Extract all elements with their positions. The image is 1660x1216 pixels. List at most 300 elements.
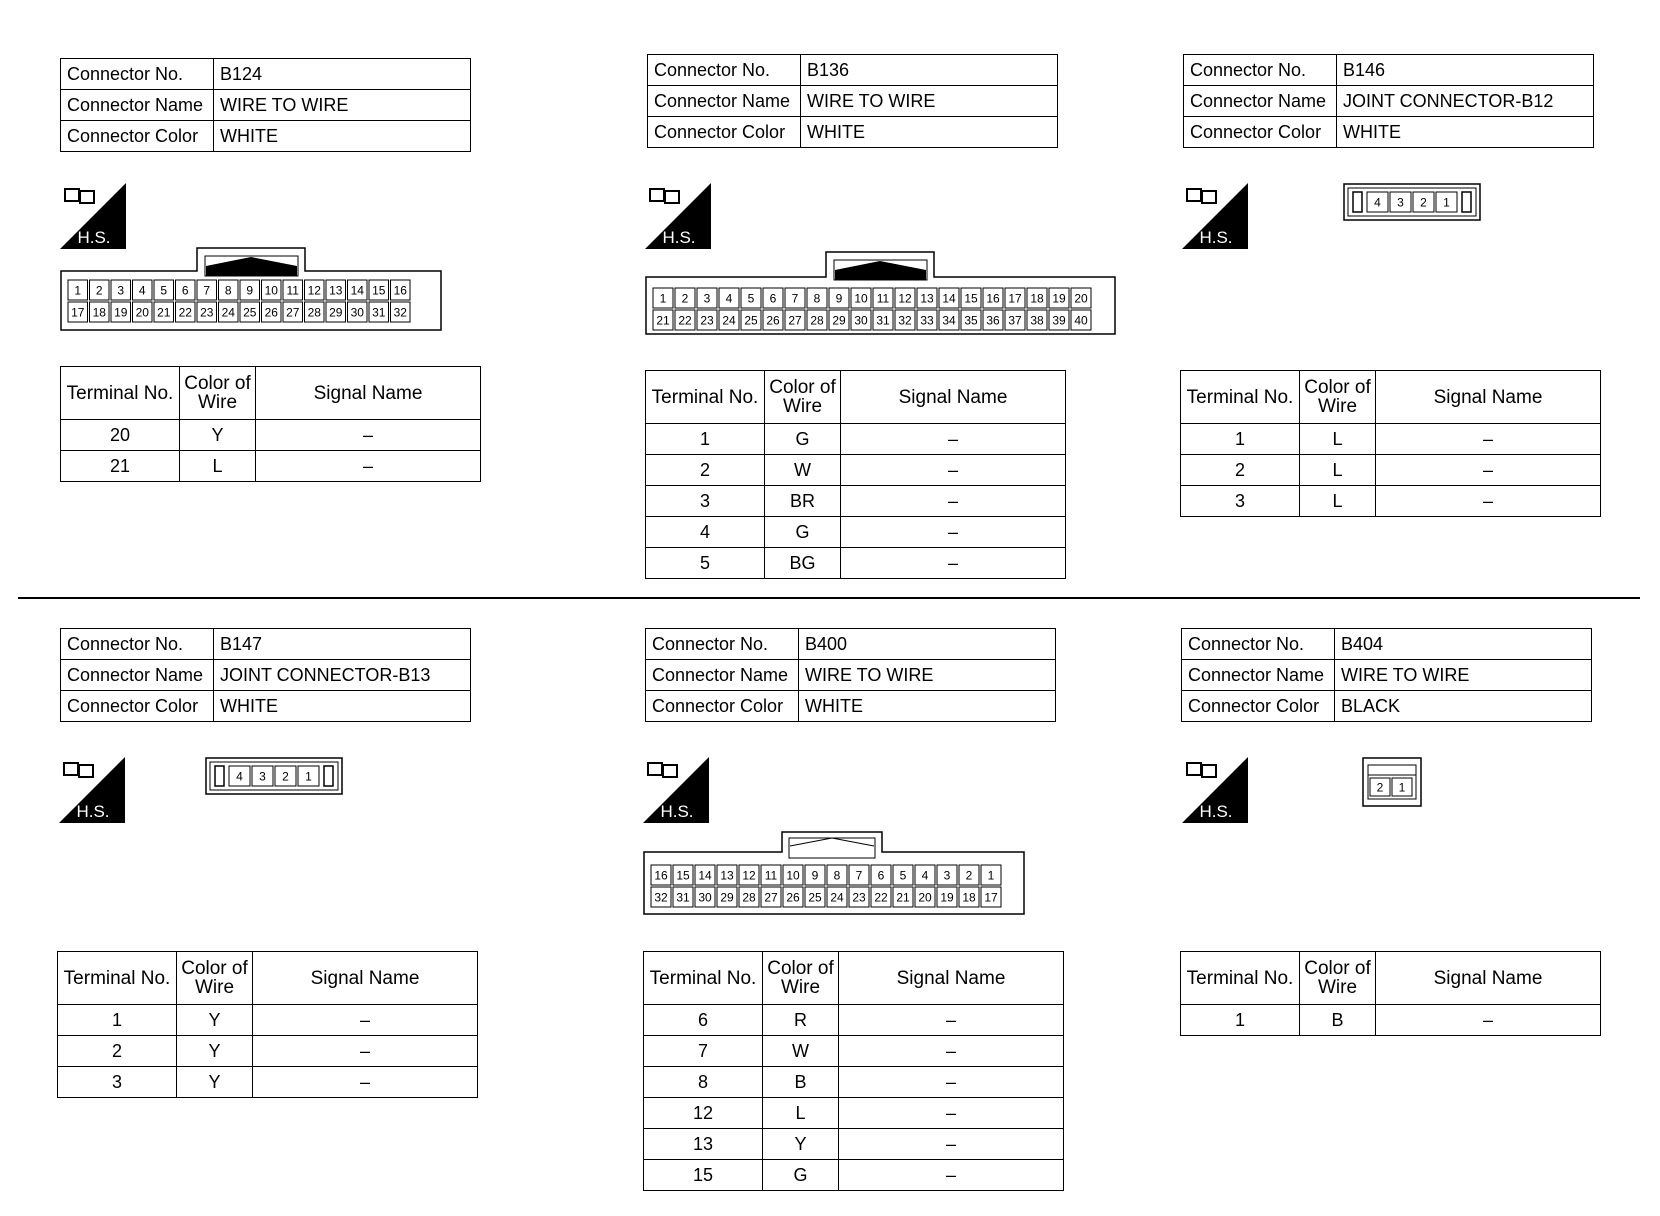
- pin-label: 11: [876, 291, 890, 306]
- connector-panel-b400: [645, 628, 1056, 722]
- connector-info-table: [60, 628, 471, 722]
- table-row: [644, 1098, 1064, 1129]
- connector-info-table: [645, 628, 1056, 722]
- connector-face-b404: [1362, 757, 1424, 809]
- signal-name-cell: –: [253, 1036, 478, 1067]
- signal-name-cell: –: [256, 420, 481, 451]
- connector-name-value: WIRE TO WIRE: [1335, 660, 1592, 691]
- pin-label: 6: [769, 291, 777, 306]
- wire-color-cell: G: [763, 1160, 839, 1191]
- connector-face-b124: [60, 246, 446, 332]
- table-row: [1181, 486, 1601, 517]
- table-row: [644, 1129, 1064, 1160]
- pin-label: 32: [393, 305, 407, 320]
- pin-label: 7: [203, 283, 211, 298]
- wire-color-cell: R: [763, 1005, 839, 1036]
- signal-name-cell: –: [839, 1005, 1064, 1036]
- pin-label: 9: [835, 291, 843, 306]
- pin-label: 30: [350, 305, 364, 320]
- pin-label: 22: [874, 890, 888, 905]
- terminal-no-cell: 12: [644, 1098, 763, 1129]
- connector-color-label: Connector Color: [646, 691, 799, 722]
- table-row: [1181, 1005, 1601, 1036]
- connector-name-label: Connector Name: [61, 90, 214, 121]
- table-row: [58, 1036, 478, 1067]
- connector-name-value: JOINT CONNECTOR-B13: [214, 660, 471, 691]
- pin-label: 8: [224, 283, 232, 298]
- connector-panel-b147: [60, 628, 471, 722]
- terminal-no-cell: 5: [646, 548, 765, 579]
- color-of-wire-header: [763, 952, 839, 1005]
- pin-label: 30: [854, 313, 868, 328]
- terminal-no-cell: 1: [58, 1005, 177, 1036]
- connector-panel-b136: [647, 54, 1058, 148]
- connector-face-b146: [1343, 183, 1483, 223]
- wire-color-cell: Y: [177, 1036, 253, 1067]
- pin-label: 12: [742, 868, 756, 883]
- wire-color-cell: BG: [765, 548, 841, 579]
- signal-name-cell: –: [839, 1160, 1064, 1191]
- wire-color-cell: B: [763, 1067, 839, 1098]
- pin-label: 10: [786, 868, 800, 883]
- terminal-table-b136-wrap: [645, 370, 1066, 579]
- pin-label: 28: [307, 305, 321, 320]
- connector-face-b147: [205, 757, 345, 797]
- connector-no-label: Connector No.: [61, 59, 214, 90]
- pin-label: 14: [698, 868, 712, 883]
- signal-name-cell: –: [1376, 455, 1601, 486]
- pin-label: 26: [766, 313, 780, 328]
- pin-label: 3: [259, 769, 266, 784]
- table-row: [644, 1005, 1064, 1036]
- pin-label: 11: [286, 283, 299, 298]
- color-of-wire-header: [1300, 952, 1376, 1005]
- wire-color-cell: B: [1300, 1005, 1376, 1036]
- pin-label: 36: [986, 313, 1000, 328]
- terminal-no-cell: 1: [1181, 1005, 1300, 1036]
- connector-no-value: B147: [214, 629, 471, 660]
- wire-color-cell: G: [765, 424, 841, 455]
- connector-color-value: WHITE: [1337, 117, 1594, 148]
- pin-label: 4: [725, 291, 733, 306]
- connector-name-value: JOINT CONNECTOR-B12: [1337, 86, 1594, 117]
- terminal-table-b404-wrap: [1180, 951, 1601, 1036]
- connector-name-label: Connector Name: [646, 660, 799, 691]
- connector-panel-b124: [60, 58, 471, 152]
- connector-no-label: Connector No.: [648, 55, 801, 86]
- table-row: [646, 455, 1066, 486]
- pin-label: 14: [942, 291, 956, 306]
- table-row: [644, 1160, 1064, 1191]
- pin-label: 1: [305, 769, 312, 784]
- color-of-text: Color of: [1304, 377, 1371, 398]
- pin-label: 2: [95, 283, 103, 298]
- terminal-table: [643, 951, 1064, 1191]
- pin-label: 4: [138, 283, 146, 298]
- wire-color-cell: L: [180, 451, 256, 482]
- wire-color-cell: W: [763, 1036, 839, 1067]
- pin-label: 6: [877, 868, 885, 883]
- pin-label: 29: [329, 305, 343, 320]
- harness-side-icon: [59, 757, 125, 823]
- table-row: [644, 1067, 1064, 1098]
- pin-label: 34: [942, 313, 956, 328]
- terminal-no-header: Terminal No.: [1181, 371, 1300, 424]
- pin-label: 1: [1443, 195, 1450, 210]
- pin-label: 30: [698, 890, 712, 905]
- pin-label: 21: [896, 890, 910, 905]
- signal-name-cell: –: [841, 548, 1066, 579]
- color-of-text: Color of: [181, 958, 248, 979]
- connector-color-value: BLACK: [1335, 691, 1592, 722]
- signal-name-cell: –: [841, 486, 1066, 517]
- signal-name-header: Signal Name: [1376, 371, 1601, 424]
- signal-name-header: Signal Name: [253, 952, 478, 1005]
- terminal-no-cell: 1: [646, 424, 765, 455]
- pin-label: 14: [350, 283, 364, 298]
- wire-color-cell: Y: [177, 1067, 253, 1098]
- pin-label: 15: [964, 291, 978, 306]
- pin-label: 13: [720, 868, 734, 883]
- terminal-table-b400-wrap: [643, 951, 1064, 1191]
- connector-color-label: Connector Color: [1184, 117, 1337, 148]
- pin-label: 4: [921, 868, 929, 883]
- pin-label: 16: [393, 283, 407, 298]
- hs-label: H.S.: [660, 802, 694, 821]
- connector-color-label: Connector Color: [648, 117, 801, 148]
- pin-label: 7: [855, 868, 863, 883]
- pin-label: 10: [264, 283, 278, 298]
- terminal-no-cell: 4: [646, 517, 765, 548]
- color-of-text: Color of: [767, 958, 834, 979]
- pin-label: 7: [791, 291, 799, 306]
- connector-color-value: WHITE: [799, 691, 1056, 722]
- pin-label: 21: [656, 313, 670, 328]
- pin-label: 1: [1398, 780, 1406, 795]
- pin-label: 16: [654, 868, 668, 883]
- pin-label: 24: [830, 890, 844, 905]
- pin-label: 4: [1374, 195, 1381, 210]
- signal-name-cell: –: [839, 1129, 1064, 1160]
- pin-label: 24: [722, 313, 736, 328]
- connector-name-label: Connector Name: [1182, 660, 1335, 691]
- wire-color-cell: Y: [177, 1005, 253, 1036]
- pin-label: 20: [1074, 291, 1088, 306]
- pin-label: 19: [940, 890, 954, 905]
- terminal-no-header: Terminal No.: [644, 952, 763, 1005]
- terminal-no-cell: 3: [1181, 486, 1300, 517]
- table-row: [644, 1036, 1064, 1067]
- wire-color-cell: L: [1300, 455, 1376, 486]
- signal-name-cell: –: [841, 424, 1066, 455]
- terminal-no-header: Terminal No.: [61, 367, 180, 420]
- pin-label: 16: [986, 291, 1000, 306]
- pin-label: 23: [700, 313, 714, 328]
- color-of-wire-header: [1300, 371, 1376, 424]
- connector-name-label: Connector Name: [648, 86, 801, 117]
- table-row: [646, 548, 1066, 579]
- wire-color-cell: L: [1300, 424, 1376, 455]
- connector-no-label: Connector No.: [61, 629, 214, 660]
- wire-text: Wire: [780, 977, 821, 998]
- pin-label: 3: [117, 283, 125, 298]
- connector-no-label: Connector No.: [1182, 629, 1335, 660]
- wire-text: Wire: [1317, 977, 1358, 998]
- pin-label: 1: [659, 291, 667, 306]
- connector-no-value: B124: [214, 59, 471, 90]
- terminal-no-cell: 1: [1181, 424, 1300, 455]
- connector-name-label: Connector Name: [1184, 86, 1337, 117]
- connector-no-label: Connector No.: [646, 629, 799, 660]
- terminal-table: [1180, 951, 1601, 1036]
- signal-name-header: Signal Name: [1376, 952, 1601, 1005]
- color-of-text: Color of: [769, 377, 836, 398]
- pin-label: 9: [246, 283, 254, 298]
- pin-label: 27: [788, 313, 802, 328]
- terminal-no-cell: 7: [644, 1036, 763, 1067]
- signal-name-cell: –: [839, 1067, 1064, 1098]
- signal-name-cell: –: [841, 455, 1066, 486]
- signal-name-header: Signal Name: [839, 952, 1064, 1005]
- wire-color-cell: G: [765, 517, 841, 548]
- wire-text: Wire: [1317, 396, 1358, 417]
- table-row: [646, 424, 1066, 455]
- pin-label: 3: [943, 868, 951, 883]
- wire-text: Wire: [194, 977, 235, 998]
- pin-label: 29: [720, 890, 734, 905]
- wire-color-cell: Y: [180, 420, 256, 451]
- terminal-table-b146-wrap: [1180, 370, 1601, 517]
- pin-label: 5: [747, 291, 755, 306]
- pin-label: 11: [764, 868, 778, 883]
- terminal-no-cell: 2: [58, 1036, 177, 1067]
- pin-label: 12: [307, 283, 321, 298]
- pin-label: 20: [918, 890, 932, 905]
- pin-label: 25: [808, 890, 822, 905]
- color-of-wire-header: [177, 952, 253, 1005]
- wire-color-cell: Y: [763, 1129, 839, 1160]
- pin-label: 22: [678, 313, 692, 328]
- pin-label: 22: [178, 305, 192, 320]
- pin-label: 28: [742, 890, 756, 905]
- wire-color-cell: L: [763, 1098, 839, 1129]
- connector-color-label: Connector Color: [61, 691, 214, 722]
- terminal-no-header: Terminal No.: [58, 952, 177, 1005]
- signal-name-cell: –: [1376, 1005, 1601, 1036]
- pin-label: 20: [135, 305, 149, 320]
- connector-name-value: WIRE TO WIRE: [801, 86, 1058, 117]
- table-row: [58, 1067, 478, 1098]
- terminal-table-b147-wrap: [57, 951, 478, 1098]
- terminal-table: [645, 370, 1066, 579]
- connector-panel-b404: [1181, 628, 1592, 722]
- pin-label: 26: [786, 890, 800, 905]
- pin-label: 2: [1376, 780, 1384, 795]
- pin-label: 8: [813, 291, 821, 306]
- terminal-no-cell: 3: [58, 1067, 177, 1098]
- terminal-no-cell: 15: [644, 1160, 763, 1191]
- table-row: [61, 420, 481, 451]
- connector-color-label: Connector Color: [61, 121, 214, 152]
- hs-label: H.S.: [76, 802, 110, 821]
- pin-label: 31: [876, 313, 890, 328]
- pin-label: 18: [1030, 291, 1044, 306]
- wire-text: Wire: [782, 396, 823, 417]
- pin-label: 15: [676, 868, 690, 883]
- pin-label: 2: [681, 291, 689, 306]
- wire-color-cell: L: [1300, 486, 1376, 517]
- signal-name-cell: –: [839, 1036, 1064, 1067]
- pin-label: 24: [221, 305, 235, 320]
- pin-label: 33: [920, 313, 934, 328]
- terminal-table: [60, 366, 481, 482]
- pin-label: 15: [372, 283, 386, 298]
- terminal-no-cell: 20: [61, 420, 180, 451]
- terminal-table: [57, 951, 478, 1098]
- pin-label: 23: [852, 890, 866, 905]
- terminal-no-cell: 21: [61, 451, 180, 482]
- connector-info-table: [647, 54, 1058, 148]
- terminal-no-header: Terminal No.: [646, 371, 765, 424]
- pin-label: 17: [71, 305, 85, 320]
- pin-label: 19: [1052, 291, 1066, 306]
- pin-label: 3: [1397, 195, 1404, 210]
- signal-name-header: Signal Name: [256, 367, 481, 420]
- terminal-no-cell: 6: [644, 1005, 763, 1036]
- pin-label: 39: [1052, 313, 1066, 328]
- signal-name-cell: –: [253, 1067, 478, 1098]
- pin-label: 19: [114, 305, 128, 320]
- connector-no-label: Connector No.: [1184, 55, 1337, 86]
- pin-label: 31: [676, 890, 690, 905]
- signal-name-cell: –: [839, 1098, 1064, 1129]
- table-row: [1181, 455, 1601, 486]
- connector-info-table: [1183, 54, 1594, 148]
- pin-label: 17: [984, 890, 998, 905]
- pin-label: 4: [236, 769, 243, 784]
- wire-color-cell: W: [765, 455, 841, 486]
- harness-side-icon: [1182, 183, 1248, 249]
- harness-side-icon: [643, 757, 709, 823]
- pin-label: 35: [964, 313, 978, 328]
- connector-no-value: B400: [799, 629, 1056, 660]
- pin-label: 13: [920, 291, 934, 306]
- pin-label: 21: [157, 305, 171, 320]
- pin-label: 17: [1008, 291, 1022, 306]
- connector-no-value: B404: [1335, 629, 1592, 660]
- terminal-no-cell: 2: [646, 455, 765, 486]
- pin-label: 18: [962, 890, 976, 905]
- terminal-no-cell: 8: [644, 1067, 763, 1098]
- pin-label: 40: [1074, 313, 1088, 328]
- color-of-text: Color of: [184, 373, 251, 394]
- pin-label: 2: [282, 769, 289, 784]
- table-row: [646, 486, 1066, 517]
- pin-label: 27: [764, 890, 778, 905]
- signal-name-cell: –: [1376, 486, 1601, 517]
- terminal-table: [1180, 370, 1601, 517]
- pin-label: 28: [810, 313, 824, 328]
- pin-label: 3: [703, 291, 711, 306]
- signal-name-cell: –: [253, 1005, 478, 1036]
- pin-label: 6: [181, 283, 189, 298]
- pin-label: 10: [854, 291, 868, 306]
- wire-color-cell: BR: [765, 486, 841, 517]
- pin-label: 12: [898, 291, 912, 306]
- pin-label: 2: [965, 868, 973, 883]
- pin-label: 8: [833, 868, 841, 883]
- pin-label: 18: [92, 305, 106, 320]
- harness-side-icon: [1182, 757, 1248, 823]
- pin-label: 2: [1420, 195, 1427, 210]
- table-row: [58, 1005, 478, 1036]
- connector-no-value: B146: [1337, 55, 1594, 86]
- harness-side-icon: [645, 183, 711, 249]
- pin-label: 31: [372, 305, 386, 320]
- pin-label: 1: [987, 868, 995, 883]
- pin-label: 25: [744, 313, 758, 328]
- connector-color-value: WHITE: [214, 691, 471, 722]
- connector-face-b136: [645, 250, 1119, 336]
- color-of-wire-header: [180, 367, 256, 420]
- color-of-text: Color of: [1304, 958, 1371, 979]
- terminal-table-b124-wrap: [60, 366, 481, 482]
- terminal-no-cell: 13: [644, 1129, 763, 1160]
- harness-side-icon: [60, 183, 126, 249]
- section-divider: [18, 597, 1640, 599]
- pin-label: 1: [74, 283, 82, 298]
- wire-text: Wire: [197, 392, 238, 413]
- pin-label: 5: [899, 868, 907, 883]
- pin-label: 32: [654, 890, 668, 905]
- terminal-no-cell: 3: [646, 486, 765, 517]
- signal-name-cell: –: [1376, 424, 1601, 455]
- pin-label: 23: [200, 305, 214, 320]
- connector-color-label: Connector Color: [1182, 691, 1335, 722]
- pin-label: 9: [811, 868, 819, 883]
- pin-label: 27: [286, 305, 300, 320]
- color-of-wire-header: [765, 371, 841, 424]
- pin-label: 32: [898, 313, 912, 328]
- table-row: [61, 451, 481, 482]
- connector-no-value: B136: [801, 55, 1058, 86]
- hs-label: H.S.: [1199, 228, 1233, 247]
- hs-label: H.S.: [662, 228, 696, 247]
- signal-name-cell: –: [256, 451, 481, 482]
- pin-label: 25: [243, 305, 257, 320]
- connector-info-table: [60, 58, 471, 152]
- connector-color-value: WHITE: [801, 117, 1058, 148]
- pin-label: 13: [329, 283, 343, 298]
- connector-color-value: WHITE: [214, 121, 471, 152]
- terminal-no-header: Terminal No.: [1181, 952, 1300, 1005]
- connector-name-value: WIRE TO WIRE: [799, 660, 1056, 691]
- table-row: [646, 517, 1066, 548]
- pin-label: 29: [832, 313, 846, 328]
- connector-panel-b146: [1183, 54, 1594, 148]
- table-row: [1181, 424, 1601, 455]
- hs-label: H.S.: [1199, 802, 1233, 821]
- pin-label: 26: [264, 305, 278, 320]
- hs-label: H.S.: [77, 228, 111, 247]
- connector-name-value: WIRE TO WIRE: [214, 90, 471, 121]
- connector-name-label: Connector Name: [61, 660, 214, 691]
- pin-label: 37: [1008, 313, 1022, 328]
- connector-face-b400: [643, 830, 1029, 916]
- terminal-no-cell: 2: [1181, 455, 1300, 486]
- pin-label: 5: [160, 283, 168, 298]
- signal-name-cell: –: [841, 517, 1066, 548]
